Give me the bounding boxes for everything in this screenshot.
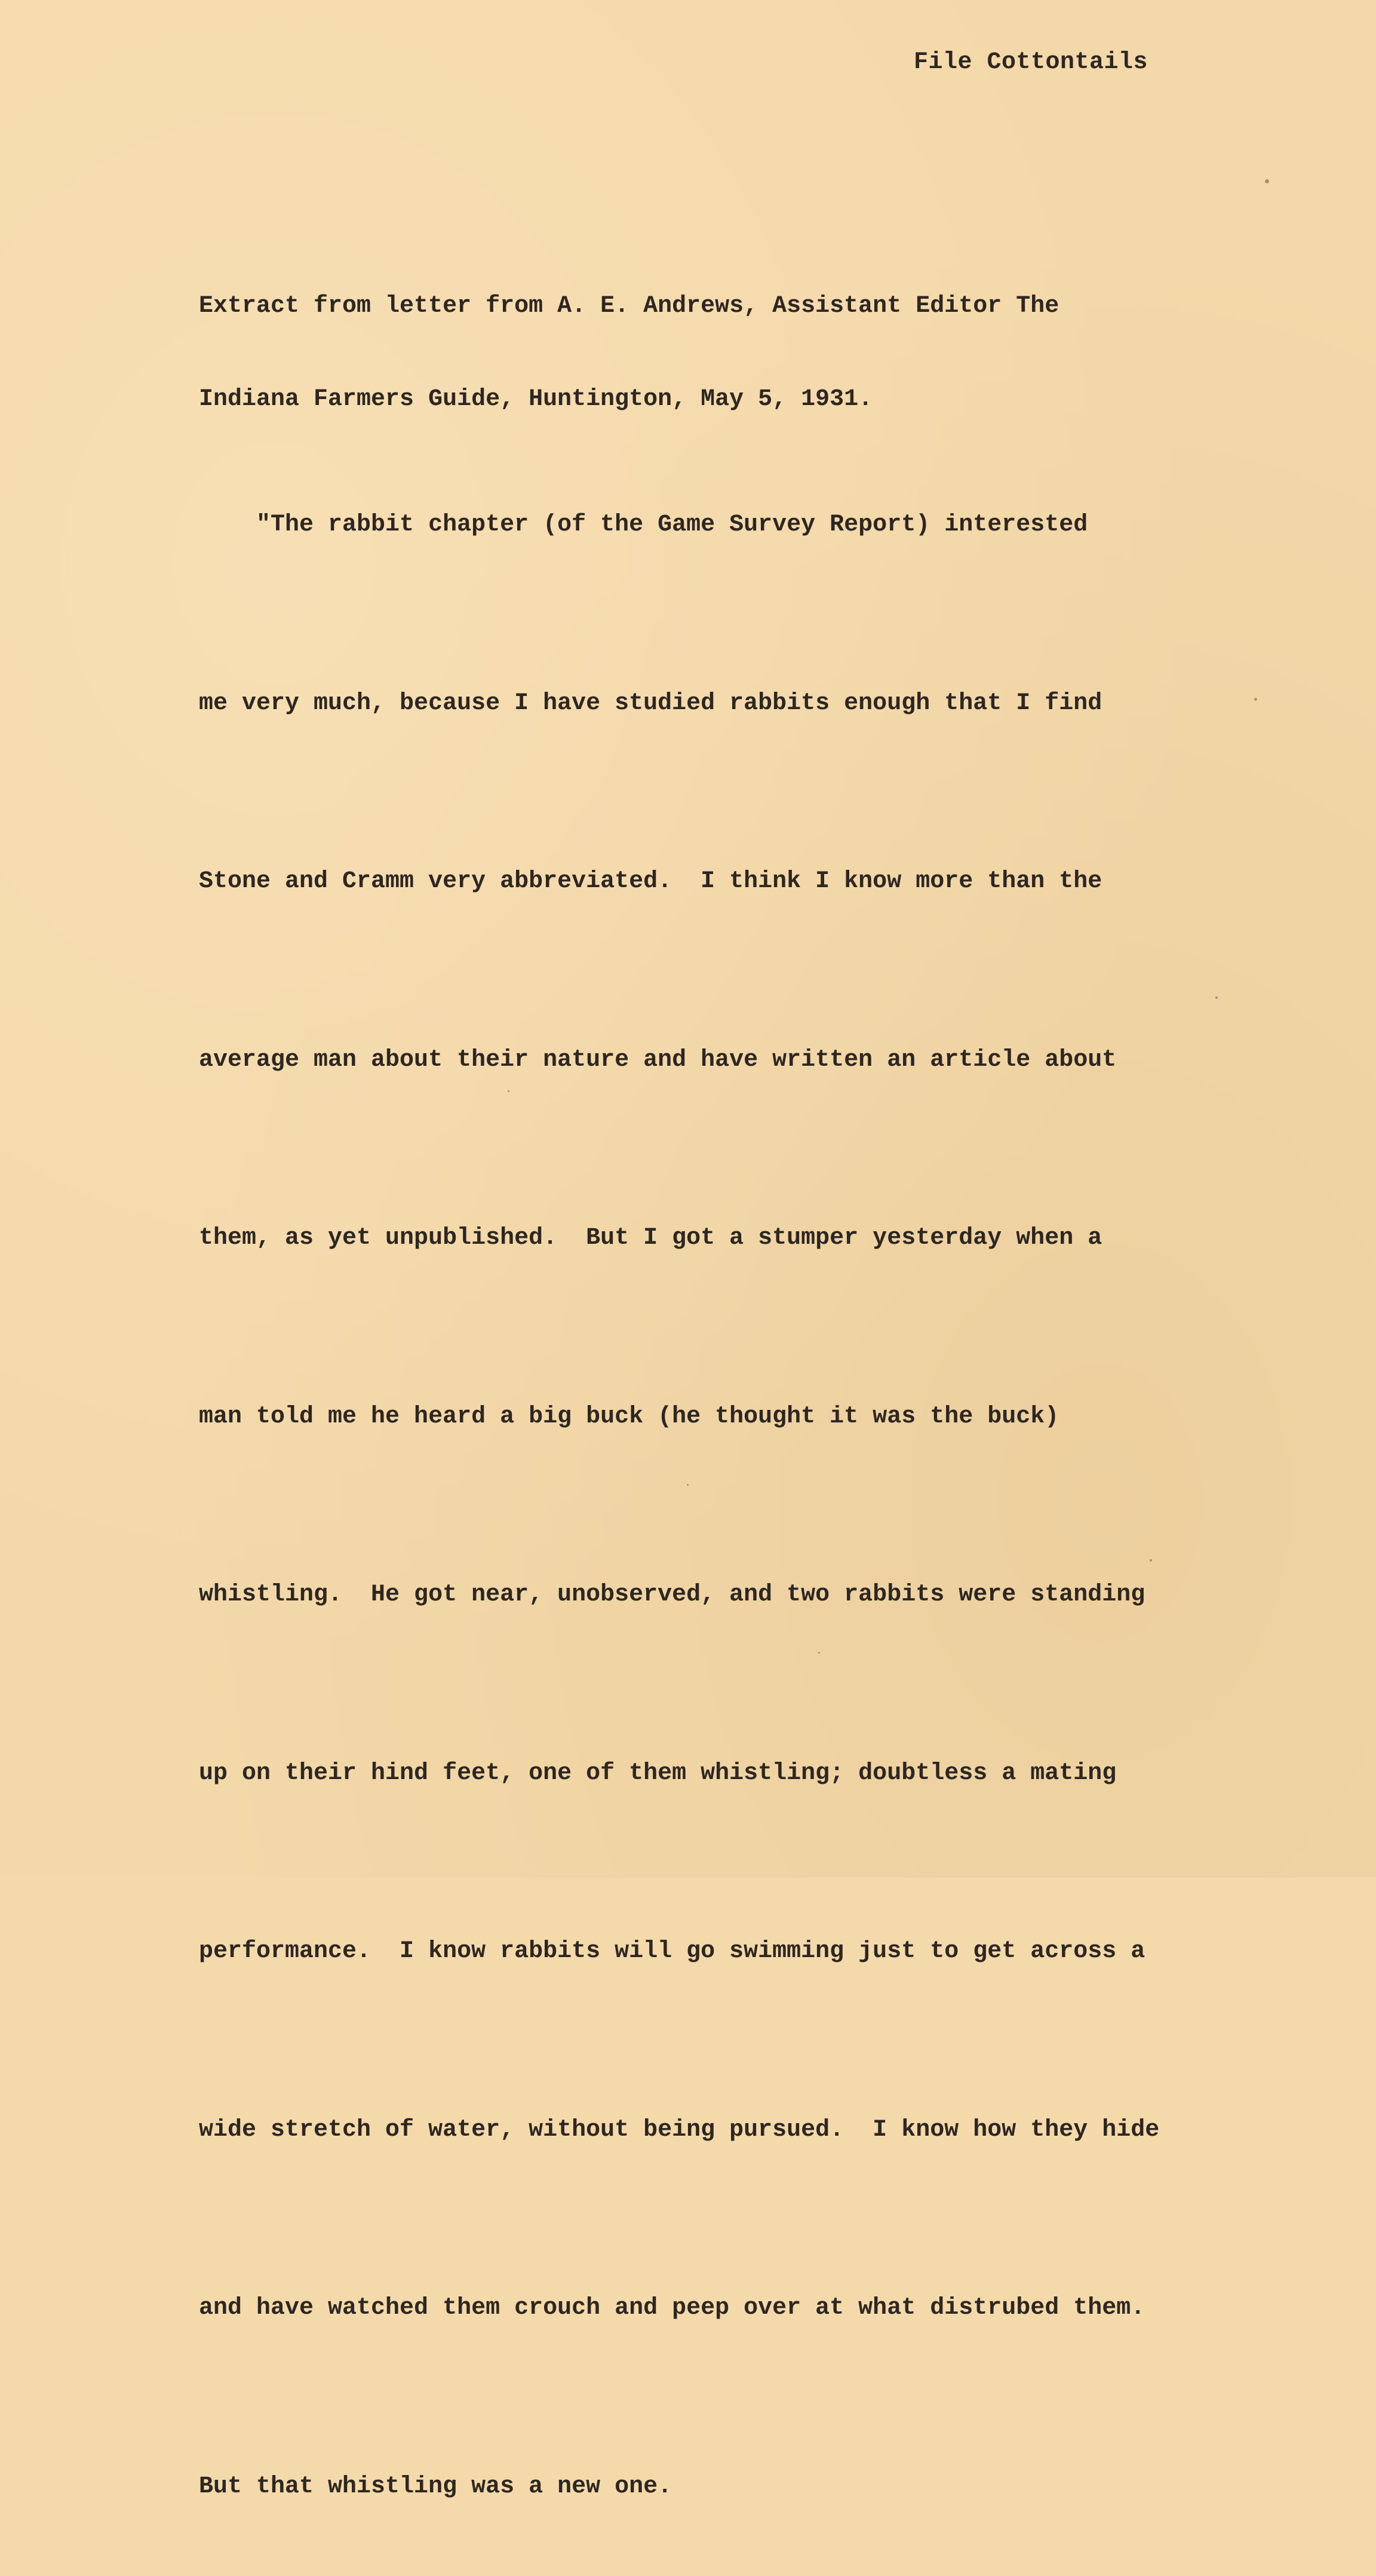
body-line: me very much, because I have studied rabbits enough that I find <box>199 689 1102 717</box>
body-line: whistling. He got near, unobserved, and two rabbits were standing <box>199 1581 1145 1608</box>
paper-speck <box>1265 179 1269 183</box>
body-line: performance. I know rabbits will go swimming just to get across a <box>199 1938 1145 1965</box>
body-line: up on their hind feet, one of them whistling; doubtless a mating <box>199 1759 1117 1787</box>
body-line: average man about their nature and have written an article about <box>199 1046 1117 1074</box>
paper-speck <box>1215 996 1218 999</box>
body-line: "The rabbit chapter (of the Game Survey Report) interested <box>199 511 1088 538</box>
header-line: Indiana Farmers Guide, Huntington, May 5, 1931. <box>199 386 873 413</box>
body-line: wide stretch of water, without being pursued. I know how they hide <box>199 2116 1160 2143</box>
body-line: But that whistling was a new one. <box>199 2473 672 2500</box>
header-line: Extract from letter from A. E. Andrews, Assistant Editor The <box>199 293 1059 320</box>
body-line: and have watched them crouch and peep over at what distrubed them. <box>199 2295 1145 2322</box>
paper-speck <box>1254 698 1257 701</box>
body-line: Stone and Cramm very abbreviated. I think I know more than the <box>199 868 1102 895</box>
letter-body <box>199 376 1159 2576</box>
body-line: them, as yet unpublished. But I got a stumper yesterday when a <box>199 1225 1102 1252</box>
body-line: man told me he heard a big buck (he thought it was the buck) <box>199 1403 1059 1430</box>
file-label: File Cottontails <box>914 49 1148 76</box>
